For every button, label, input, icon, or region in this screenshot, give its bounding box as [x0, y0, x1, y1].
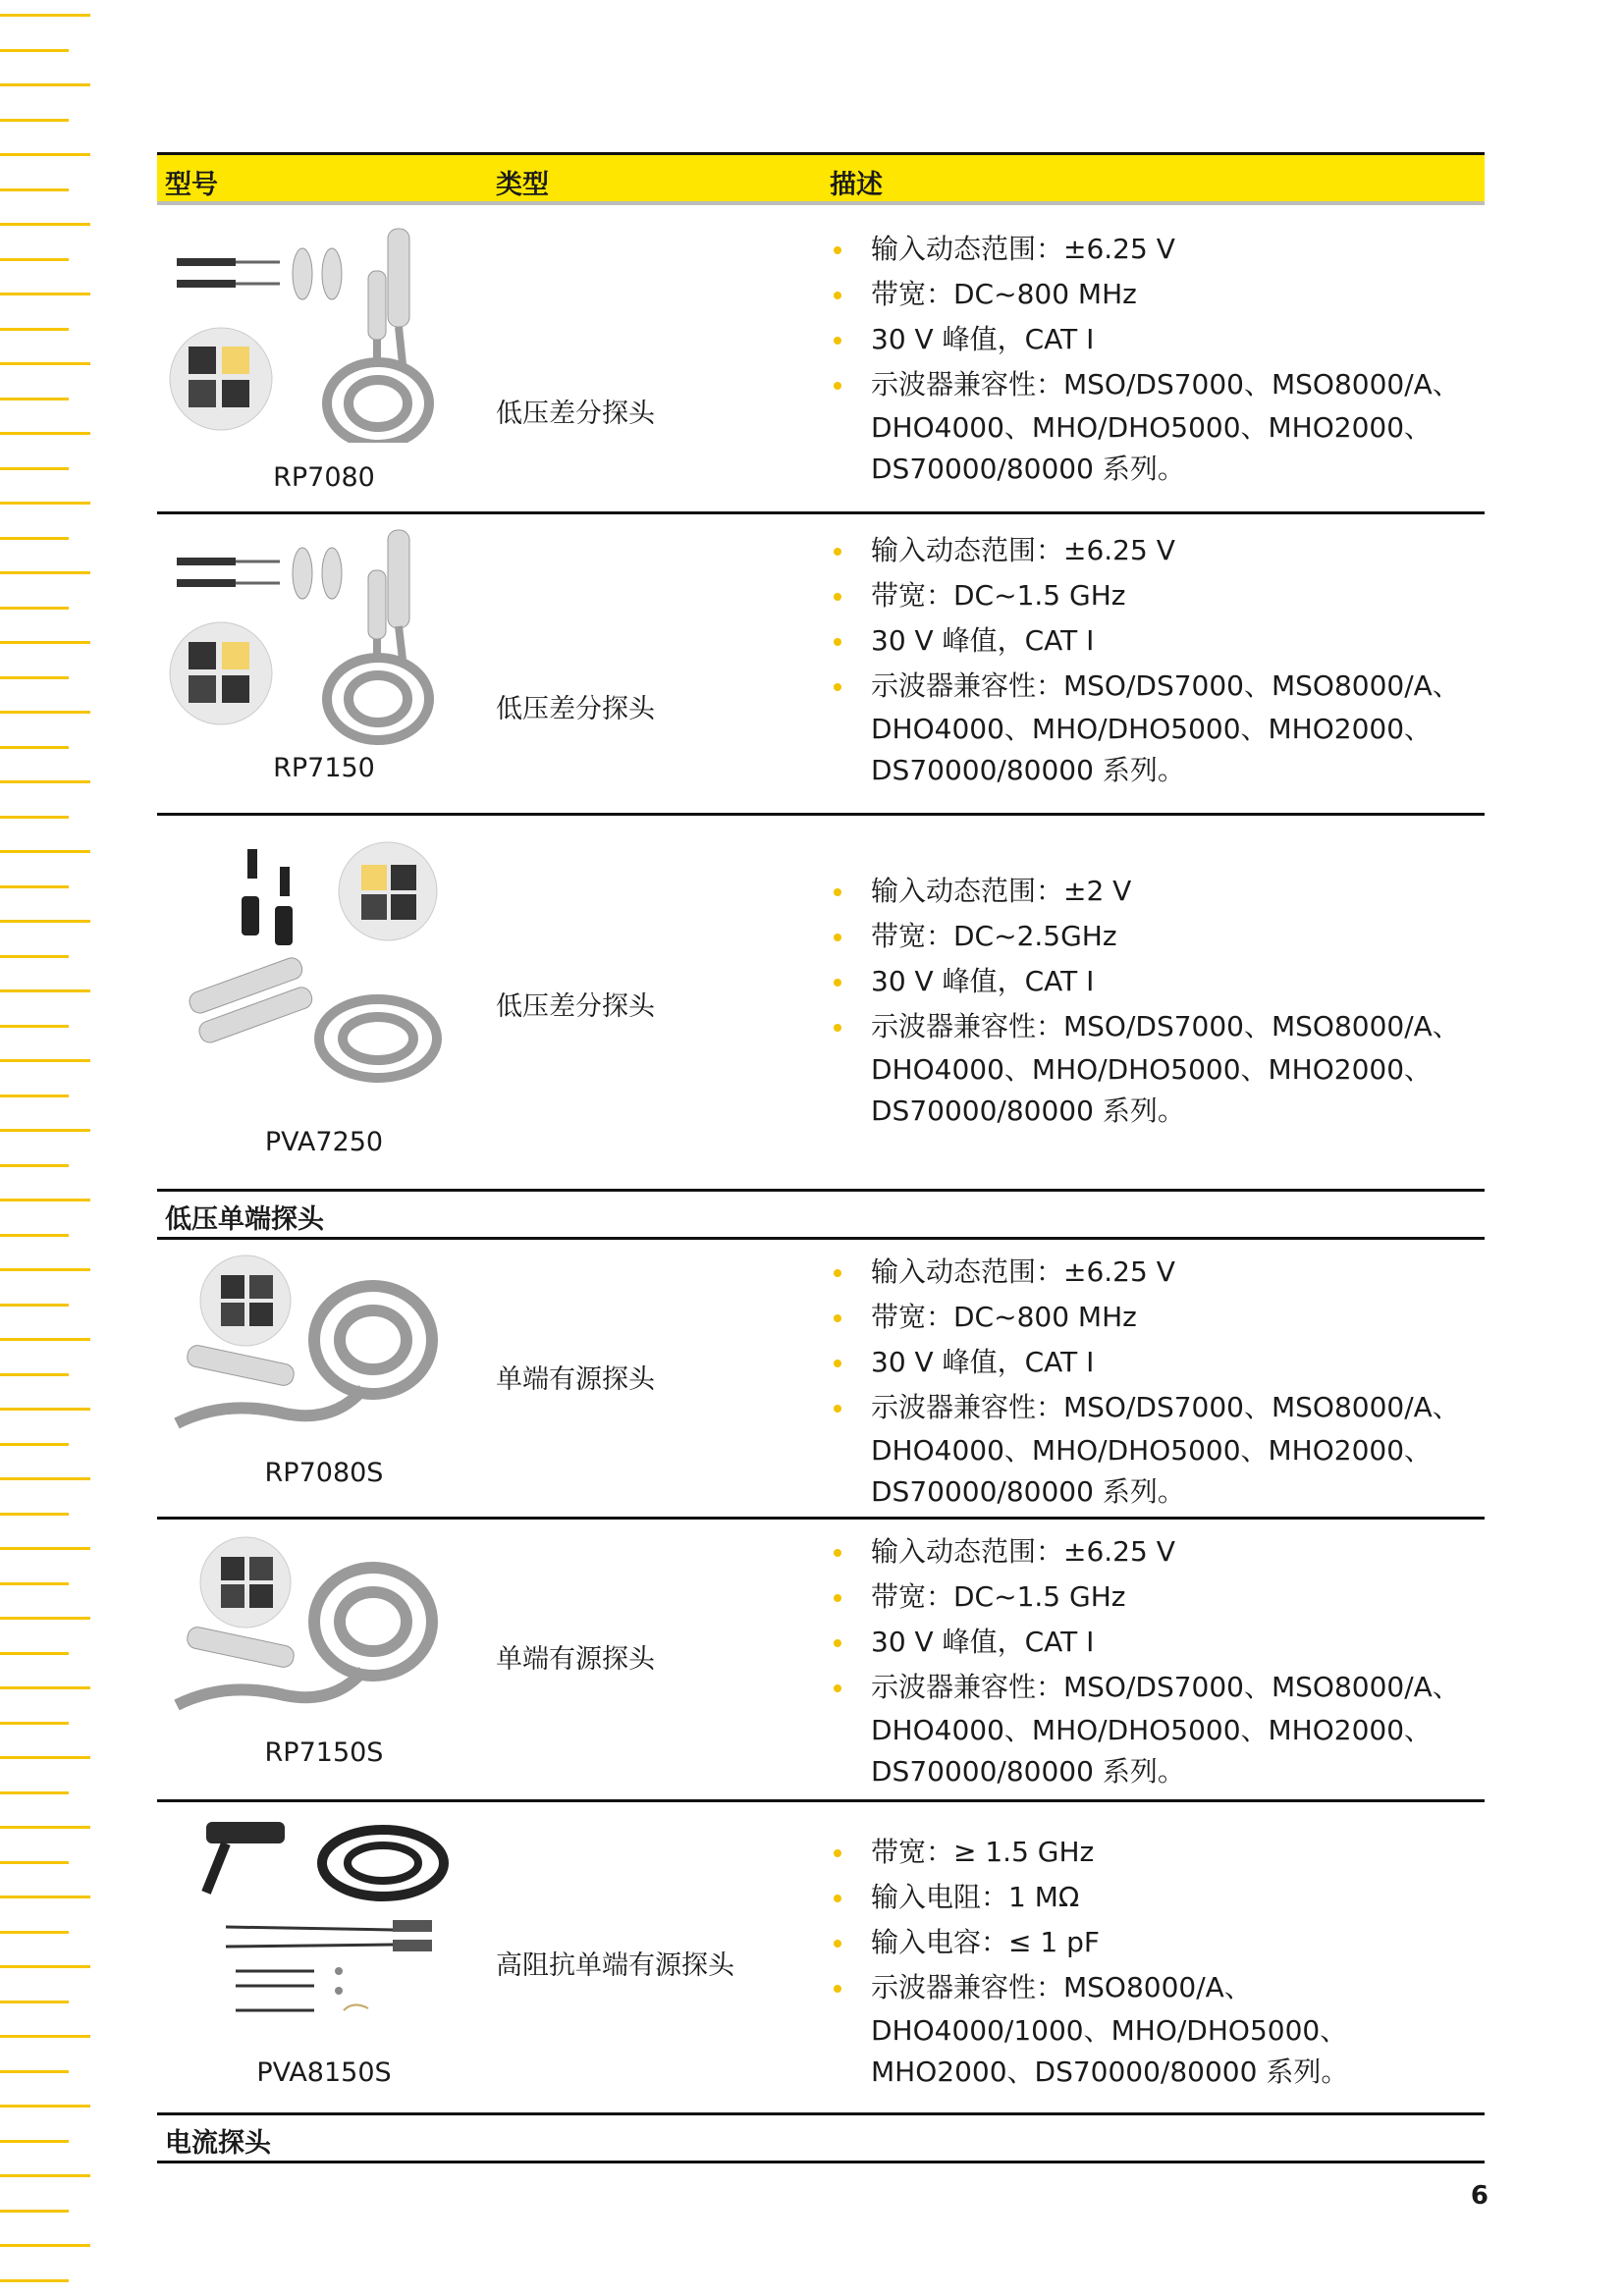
decoration-dash — [0, 1791, 69, 1794]
list-item: 示波器兼容性：MSO/DS7000、MSO8000/A、 — [830, 362, 1460, 407]
list-item: 示波器兼容性：MSO/DS7000、MSO8000/A、 — [830, 1665, 1460, 1710]
list-item: 输入电容：≤ 1 pF — [830, 1920, 1348, 1965]
decoration-dash — [0, 955, 69, 958]
header-desc: 描述 — [830, 170, 883, 200]
description-list — [830, 528, 1460, 791]
list-item: 示波器兼容性：MSO8000/A、 — [830, 1965, 1348, 2010]
list-item: 带宽：DC~1.5 GHz — [830, 1575, 1460, 1620]
decoration-dash — [0, 432, 90, 435]
probe-type: 单端有源探头 — [496, 1644, 655, 1675]
list-item-continuation: DS70000/80000 系列。 — [871, 1475, 1185, 1508]
decoration-dash — [0, 83, 90, 86]
decoration-dash — [0, 607, 69, 610]
list-item-continuation: DS70000/80000 系列。 — [871, 1095, 1185, 1127]
list-item: 带宽：DC~800 MHz — [830, 1295, 1460, 1340]
decoration-dash — [0, 711, 90, 714]
decoration-dash — [0, 223, 90, 226]
list-item-continuation: DHO4000、MHO/DHO5000、MHO2000、 — [871, 1434, 1433, 1467]
decoration-dash — [0, 49, 69, 52]
side-decoration — [0, 0, 98, 2296]
decoration-dash — [0, 1234, 69, 1237]
decoration-dash — [0, 1931, 69, 1934]
decoration-dash — [0, 1443, 69, 1446]
decoration-dash — [0, 1164, 69, 1167]
list-item: 30 V 峰值，CAT I — [830, 1340, 1460, 1385]
decoration-dash — [0, 676, 69, 679]
decoration-dash — [0, 780, 90, 783]
decoration-dash — [0, 2210, 69, 2213]
decoration-dash — [0, 398, 69, 400]
list-item: 带宽：DC~2.5GHz — [830, 914, 1460, 959]
list-item-continuation: DHO4000、MHO/DHO5000、MHO2000、 — [871, 1053, 1433, 1086]
list-item: 带宽：DC~1.5 GHz — [830, 573, 1460, 618]
list-item-continuation: MHO2000、DS70000/80000 系列。 — [871, 2056, 1349, 2088]
decoration-dash — [0, 1756, 90, 1759]
description-list — [830, 227, 1460, 490]
list-item: 30 V 峰值，CAT I — [830, 618, 1460, 664]
list-item: 输入动态范围：±6.25 V — [830, 1250, 1460, 1295]
decoration-dash — [0, 746, 69, 749]
decoration-dash — [0, 885, 69, 888]
decoration-dash — [0, 2140, 69, 2143]
decoration-dash — [0, 1338, 90, 1341]
model-name: PVA7250 — [264, 1127, 384, 1157]
list-item-continuation: DS70000/80000 系列。 — [871, 453, 1185, 485]
decoration-dash — [0, 328, 69, 331]
decoration-dash — [0, 1304, 69, 1307]
decoration-dash — [0, 188, 69, 191]
decoration-dash — [0, 571, 90, 574]
table-row — [157, 1802, 1485, 2115]
model-name: RP7150S — [264, 1737, 384, 1768]
list-item: 输入动态范围：±6.25 V — [830, 528, 1460, 573]
header-model: 型号 — [165, 170, 218, 200]
probe-table — [157, 152, 1485, 2163]
decoration-dash — [0, 2174, 90, 2177]
decoration-dash — [0, 850, 90, 853]
decoration-dash — [0, 502, 90, 505]
list-item: 带宽：DC~800 MHz — [830, 272, 1460, 317]
model-name: PVA8150S — [256, 2057, 392, 2088]
decoration-dash — [0, 1199, 90, 1201]
decoration-dash — [0, 119, 69, 122]
probe-type: 单端有源探头 — [496, 1364, 655, 1395]
page-number: 6 — [1470, 2181, 1489, 2211]
decoration-dash — [0, 2279, 69, 2282]
list-item: 30 V 峰值，CAT I — [830, 959, 1460, 1004]
list-item: 输入动态范围：±6.25 V — [830, 227, 1460, 272]
decoration-dash — [0, 1373, 69, 1376]
list-item-continuation: DHO4000、MHO/DHO5000、MHO2000、 — [871, 713, 1433, 745]
list-item: 输入电阻：1 MΩ — [830, 1875, 1348, 1920]
decoration-dash — [0, 1965, 90, 1968]
list-item: 输入动态范围：±2 V — [830, 869, 1460, 914]
section-heading-current — [157, 2115, 1485, 2163]
model-name: RP7080S — [264, 1458, 384, 1488]
description-list — [830, 1830, 1348, 2093]
probe-type: 低压差分探头 — [496, 991, 655, 1022]
probe-type: 低压差分探头 — [496, 399, 655, 429]
decoration-dash — [0, 14, 90, 17]
description-list — [830, 1529, 1460, 1792]
decoration-dash — [0, 816, 69, 819]
decoration-dash — [0, 1896, 90, 1898]
list-item-continuation: DHO4000、MHO/DHO5000、MHO2000、 — [871, 1714, 1433, 1746]
decoration-dash — [0, 537, 69, 540]
list-item: 30 V 峰值，CAT I — [830, 1620, 1460, 1665]
probe-type: 低压差分探头 — [496, 694, 655, 724]
list-item: 示波器兼容性：MSO/DS7000、MSO8000/A、 — [830, 664, 1460, 709]
decoration-dash — [0, 1268, 90, 1271]
model-name: RP7150 — [273, 753, 375, 783]
decoration-dash — [0, 1408, 90, 1411]
table-row — [157, 816, 1485, 1192]
decoration-dash — [0, 2244, 90, 2247]
decoration-dash — [0, 1652, 69, 1655]
list-item-continuation: DS70000/80000 系列。 — [871, 1755, 1185, 1788]
decoration-dash — [0, 1617, 90, 1620]
probe-type: 高阻抗单端有源探头 — [496, 1950, 734, 1981]
table-header — [157, 152, 1485, 205]
decoration-dash — [0, 1722, 69, 1725]
list-item: 示波器兼容性：MSO/DS7000、MSO8000/A、 — [830, 1004, 1460, 1049]
table-row — [157, 205, 1485, 514]
header-type: 类型 — [496, 170, 549, 200]
list-item: 示波器兼容性：MSO/DS7000、MSO8000/A、 — [830, 1385, 1460, 1430]
decoration-dash — [0, 1129, 90, 1132]
list-item: 带宽：≥ 1.5 GHz — [830, 1830, 1348, 1875]
table-row — [157, 1520, 1485, 1802]
decoration-dash — [0, 258, 69, 261]
section-title: 电流探头 — [165, 2128, 271, 2159]
list-item: 输入动态范围：±6.25 V — [830, 1529, 1460, 1575]
decoration-dash — [0, 467, 69, 470]
decoration-dash — [0, 293, 90, 295]
list-item-continuation: DS70000/80000 系列。 — [871, 754, 1185, 786]
decoration-dash — [0, 1025, 69, 1028]
decoration-dash — [0, 1513, 69, 1516]
decoration-dash — [0, 2070, 69, 2073]
decoration-dash — [0, 1059, 90, 1062]
decoration-dash — [0, 1095, 69, 1097]
decoration-dash — [0, 920, 90, 923]
decoration-dash — [0, 641, 90, 644]
decoration-dash — [0, 1477, 90, 1480]
list-item-continuation: DHO4000/1000、MHO/DHO5000、 — [871, 2014, 1348, 2047]
decoration-dash — [0, 1582, 69, 1585]
decoration-dash — [0, 2105, 90, 2108]
section-heading-single-ended — [157, 1192, 1485, 1240]
list-item: 30 V 峰值，CAT I — [830, 317, 1460, 362]
decoration-dash — [0, 362, 90, 365]
description-list — [830, 869, 1460, 1132]
decoration-dash — [0, 153, 90, 156]
decoration-dash — [0, 2035, 90, 2038]
list-item-continuation: DHO4000、MHO/DHO5000、MHO2000、 — [871, 411, 1433, 444]
decoration-dash — [0, 1547, 90, 1550]
decoration-dash — [0, 989, 90, 992]
decoration-dash — [0, 1861, 69, 1864]
table-row — [157, 514, 1485, 816]
section-title: 低压单端探头 — [165, 1204, 324, 1235]
decoration-dash — [0, 1686, 90, 1689]
decoration-dash — [0, 2001, 69, 2003]
model-name: RP7080 — [273, 462, 375, 493]
table-row — [157, 1240, 1485, 1520]
description-list — [830, 1250, 1460, 1513]
decoration-dash — [0, 1826, 90, 1829]
